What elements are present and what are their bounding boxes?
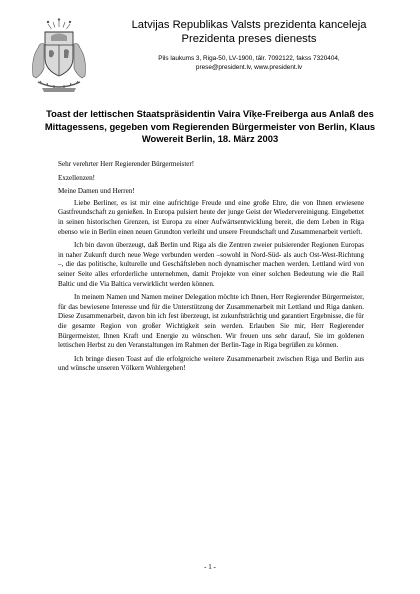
org-name: Latvijas Republikas Valsts prezidenta kanceleja: [131, 19, 367, 31]
letterhead: [28, 18, 400, 96]
salutation: Sehr verehrter Herr Regierender Bürgermeister!: [58, 160, 195, 168]
body-paragraph: Ich bin davon überzeugt, daß Berlin und Riga als die Zentren zweier pulsierender Regionen Europas in naher Zukunft durch neue Wege verbunden werden –sowohl in Nord-Süd- als auch Ost-West-Richtung –, die das politische, kulturelle und Geschäftsleben noch dynamischer machen werden. Lettland wird von seiner Seite alles erforderliche unternehmen, damit Projekte von einer solchen Bedeutung wie die Rail Baltic und die Via Baltica verwirklicht werden können.: [58, 241, 364, 288]
body-paragraph: In meinem Namen und Namen meiner Delegation möchte ich Ihnen, Herr Regierender Bürgermeister, für das bewiesene Interesse und für die Unterstützung der Zusammenarbeit mit Lettland und Riga danken. Diese Zusammenarbeit, davon bin ich fest überzeugt, ist zukunftsträchtig und garantiert Ergebnisse, die für die gesamte Region von großer Wichtigkeit sein werden. Erlauben Sie mir, Herr Regierender Bürgermeister, Ihnen Kraft und Energie zu wünschen. Wir freuen uns sehr darauf, Sie im goldenen lettischen Herbst zu den Veranstaltungen im Rahmen der Berlin-Tage in Riga begrüßen zu können.: [58, 293, 364, 350]
postal-address: Pils laukums 3, Riga-50, LV-1900, tālr. 7092122, fakss 7320404,: [158, 55, 340, 62]
body-paragraph: Ich bringe diesen Toast auf die erfolgreiche weitere Zusammenarbeit zwischen Riga und Berlin aus und wünsche unseren Völkern Wohlergehen!: [58, 354, 364, 373]
letterhead-text: [98, 18, 400, 72]
contact-info: prese@president.lv, www.president.lv: [195, 64, 303, 71]
body-paragraph: Liebe Berliner, es ist mir eine aufrichtige Freude und eine große Ehre, die von Ihnen erwiesene Gastfreundschaft zu genießen. In Europa pulsiert heute der junge Geist der Wiedervereinigung. Eingebettet in seinen historischen Grenzen, ist Europa zu einer Aufwärtsentwicklung bereit, die dem Leben in Riga ebenso wie in Berlin einen neuen Grundton verleiht und unsere Freundschaft und Zusammenarbeit vertieft.: [58, 198, 364, 236]
salutation: Exzellenzen!: [58, 173, 96, 182]
document-title: Toast der lettischen Staatspräsidentin Vaira Vīķe-Freiberga aus Anlaß des Mittagessens, gegeben vom Regierenden Bürgermeister von Berlin, Klaus Wowereit Berlin, 18. März 2003: [44, 108, 376, 144]
document-body: [58, 160, 364, 378]
page-number: - 1 -: [204, 563, 216, 571]
salutation: Meine Damen und Herren!: [58, 187, 135, 196]
org-department: Prezidenta preses dienests: [181, 33, 317, 45]
coat-of-arms-emblem: [28, 18, 90, 94]
